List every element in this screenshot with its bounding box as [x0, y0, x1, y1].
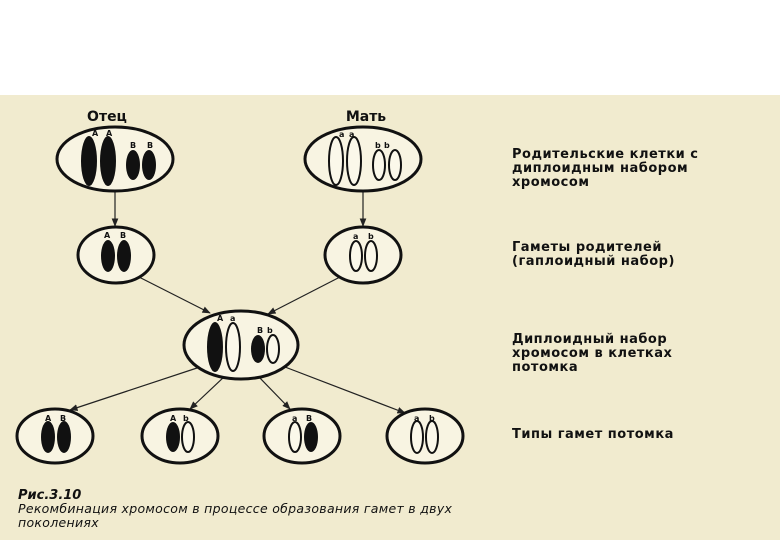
allele-label: B [257, 326, 264, 335]
allele-label: b [384, 141, 390, 150]
label-line: (гаплоидный набор) [512, 254, 675, 269]
allele-label: b [368, 232, 374, 241]
allele-label: b [429, 414, 435, 423]
allele-label: b [375, 141, 381, 150]
label-line: хромосом [512, 175, 590, 190]
allele-label: a [349, 130, 355, 139]
allele-label: A [92, 129, 99, 138]
recombination-diagram [0, 95, 780, 540]
offspring-gamete-3 [264, 409, 340, 463]
allele-label: A [104, 231, 111, 240]
caption-line: поколениях [18, 515, 99, 530]
offspring-zygote [184, 311, 298, 379]
allele-label: A [170, 414, 177, 423]
label-line: Гаметы родителей [512, 240, 662, 255]
figure-caption [18, 488, 453, 530]
allele-label: B [60, 414, 67, 423]
label-line: Родительские клетки с [512, 147, 699, 162]
allele-label: a [292, 414, 298, 423]
allele-label: B [120, 231, 127, 240]
figure-panel [0, 95, 780, 540]
label-line: Типы гамет потомка [512, 427, 674, 442]
allele-label: b [267, 326, 273, 335]
arrow-mother-gamete-to-zygote [268, 277, 340, 314]
allele-label: a [339, 130, 345, 139]
allele-label: b [183, 414, 189, 423]
offspring-gamete-2 [142, 409, 218, 463]
allele-label: B [306, 414, 313, 423]
label-offspring-cells [512, 332, 673, 375]
allele-label: a [414, 414, 420, 423]
label-offspring-gamete-types [512, 427, 674, 442]
mother-gamete [325, 227, 401, 283]
arrow-zygote-to-gamete-1 [70, 367, 200, 410]
offspring-gamete-1 [17, 409, 93, 463]
father-gamete [78, 227, 154, 283]
label-parent-cells [512, 147, 699, 190]
offspring-gamete-4 [387, 409, 463, 463]
arrow-zygote-to-gamete-3 [258, 376, 290, 409]
label-line: потомка [512, 360, 579, 375]
allele-label: A [217, 314, 224, 323]
arrow-zygote-to-gamete-2 [190, 376, 225, 409]
label-line: Диплоидный набор [512, 332, 668, 347]
allele-label: a [353, 232, 359, 241]
allele-label: B [130, 141, 137, 150]
mother-label: Мать [345, 109, 387, 125]
label-line: диплоидным набором [512, 161, 689, 176]
arrow-father-gamete-to-zygote [135, 275, 210, 313]
label-parent-gametes [512, 240, 675, 269]
allele-label: A [45, 414, 52, 423]
father-cell [57, 127, 173, 191]
allele-label: a [230, 314, 236, 323]
allele-label: A [106, 129, 113, 138]
allele-label: B [147, 141, 154, 150]
label-line: хромосом в клетках [512, 346, 673, 361]
caption-title: Рис.3.10 [18, 488, 82, 503]
mother-cell [305, 127, 421, 191]
caption-line: Рекомбинация хромосом в процессе образования гамет в двух [18, 501, 453, 516]
father-label: Отец [87, 109, 127, 125]
arrow-zygote-to-gamete-4 [285, 367, 405, 413]
